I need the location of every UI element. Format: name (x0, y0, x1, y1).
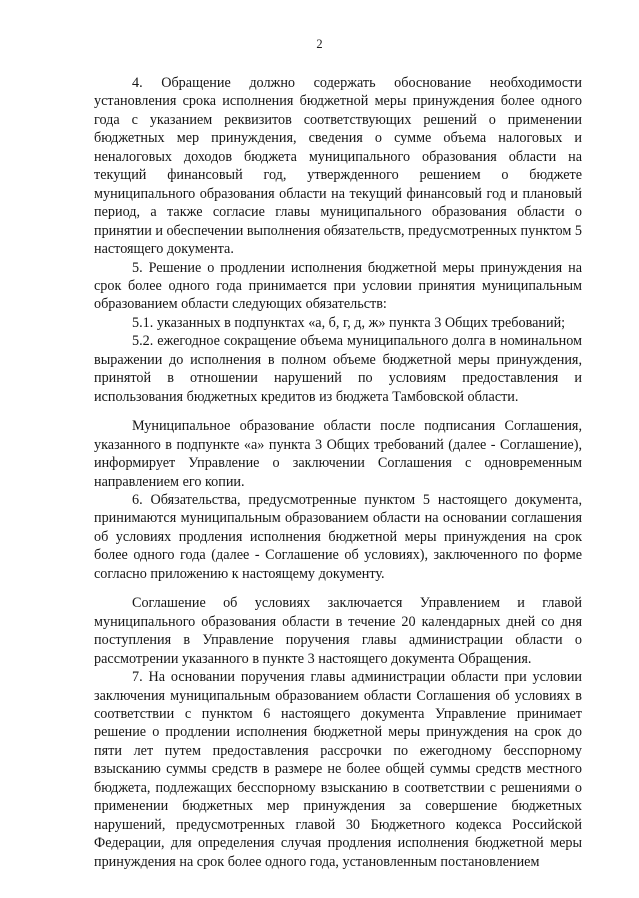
paragraph-5: 5. Решение о продлении исполнения бюджетной меры принуждения на срок более одного года принимается при условии принятия муниципальным образованием области следующих обязательств: (94, 259, 582, 313)
page-number: 2 (316, 37, 323, 51)
paragraph-6: 6. Обязательства, предусмотренные пунктом 5 настоящего документа, принимаются муниципальным образованием области на основании соглашения об условиях продления исполнения бюджетной меры принуждения на срок более одного года (далее - Соглашение об условиях), заключенного по форме согласно приложению к настоящему документу. (94, 491, 582, 582)
paragraph-5-2: 5.2. ежегодное сокращение объема муниципального долга в номинальном выражении до исполнения в полном объеме бюджетной меры принуждения, принятой в отношении нарушений по условиям предоставления и использования бюджетных кредитов из бюджета Тамбовской области. (94, 333, 582, 405)
paragraph-7: 7. На основании поручения главы администрации области при условии заключения муниципальным образованием области Соглашения об условиях в соответствии с пунктом 6 настоящего документа Управление принимает решение о продлении исполнения бюджетной меры принуждения на срок до пяти лет путем предоставления рассрочки по ежегодному бесспорному взысканию суммы средств в размере не более общей суммы средств местного бюджета, подлежащих бесспорному взысканию в соответствии с решениями о применении бюджетных мер принуждения за совершение бюджетных нарушений, предусмотренных главой 30 Бюджетного кодекса Российской Федерации, для определения случая продления исполнения бюджетной меры принуждения на срок более одного года, установленным постановлением (94, 669, 582, 870)
document-body (94, 74, 582, 871)
paragraph-5-1: 5.1. указанных в подпунктах «а, б, г, д, ж» пункта 3 Общих требований; (132, 314, 566, 331)
paragraph-agreement-conclusion: Соглашение об условиях заключается Управлением и главой муниципального образования области в течение 20 календарных дней со дня поступления в Управление поручения главы администрации области о рассмотрении указанного в пункте 3 настоящего документа Обращения. (94, 595, 582, 667)
paragraph-agreement-notice: Муниципальное образование области после подписания Соглашения, указанного в подпункте «а» пункта 3 Общих требований (далее - Соглашение), информирует Управление о заключении Соглашения с одновременным направлением его копии. (94, 418, 582, 490)
paragraph-4: 4. Обращение должно содержать обоснование необходимости установления срока исполнения бюджетной меры принуждения более одного года с указанием реквизитов соответствующих решений о применении бюджетных мер принуждения, сведения о сумме объема налоговых и неналоговых доходов бюджета муниципального образования области на текущий финансовый год, утвержденного решением о бюджете муниципального образования области на текущий финансовый год и плановый период, а также согласие главы муниципального образования области о принятии и обеспечении выполнения обязательств, предусмотренных пунктом 5 настоящего документа. (94, 75, 582, 258)
